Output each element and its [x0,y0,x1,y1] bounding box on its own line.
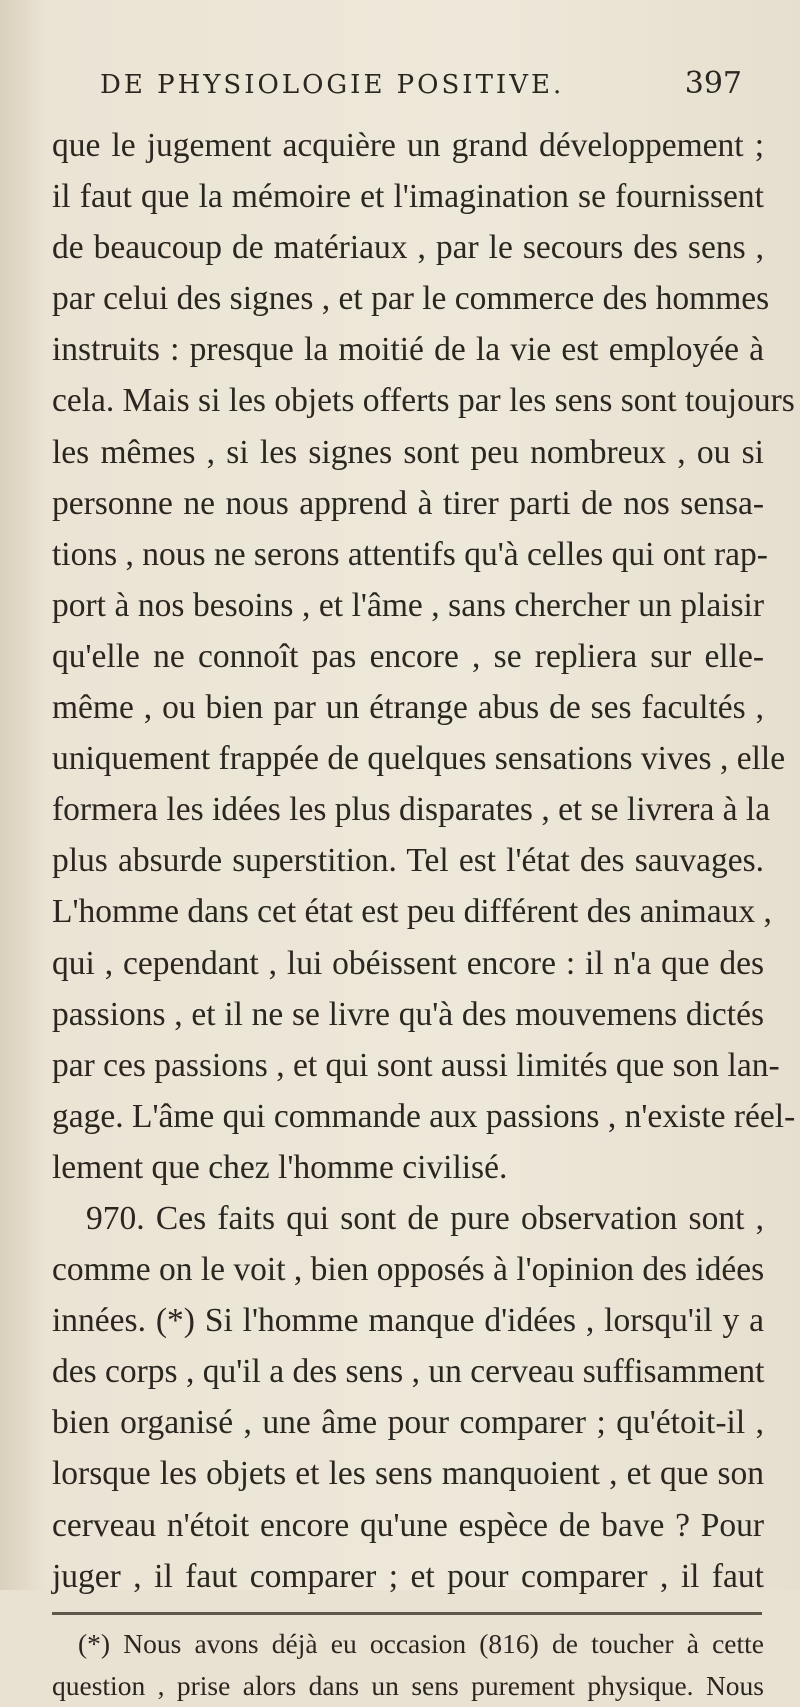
text-line: que le jugement acquière un grand développement ; [52,127,764,164]
text-line: cela. Mais si les objets offerts par les sens sont toujours [52,382,795,420]
text-line: passions , et il ne se livre qu'à des mouvemens dictés [52,995,764,1033]
text-line: il faut que la mémoire et l'imagination se fournissent [52,178,764,216]
text-line: qu'elle ne connoît pas encore , se repliera sur elle- [52,637,764,675]
page-number: 397 [684,66,742,101]
text-line: de beaucoup de matériaux , par le secours des sens , [52,229,764,267]
text-line: par celui des signes , et par le commerce des hommes [52,280,770,318]
text-line: des corps , qu'il a des sens , un cerveau suffisamment [52,1353,765,1391]
text-line: innées. (*) Si l'homme manque d'idées , lorsqu'il y a [52,1302,764,1340]
text-line: les mêmes , si les signes sont peu nombreux , ou si [52,433,764,471]
footnote-divider [52,1612,762,1615]
footnote-line: (*) Nous avons déjà eu occasion (816) de toucher à cette [78,1627,764,1659]
text-line: instruits : presque la moitié de la vie est employée à [52,331,764,369]
footnote [52,1623,764,1707]
footnote-line: question , prise alors dans un sens purement physique. Nous [52,1669,764,1701]
running-title: DE PHYSIOLOGIE POSITIVE. [100,70,565,100]
text-line: juger , il faut comparer ; et pour comparer , il faut [52,1557,764,1595]
text-line: uniquement frappée de quelques sensations vives , elle [52,740,786,778]
text-line: 970. Ces faits qui sont de pure observation sont , [86,1199,764,1237]
text-line: cerveau n'étoit encore qu'une espèce de bave ? Pour [52,1506,764,1544]
text-line: lement que chez l'homme civilisé. [52,1148,508,1186]
text-line: gage. L'âme qui commande aux passions , n'existe réel- [52,1097,796,1135]
text-line: L'homme dans cet état est peu différent des animaux , [52,893,772,931]
text-line: port à nos besoins , et l'âme , sans chercher un plaisir [52,586,764,624]
text-line: par ces passions , et qui sont aussi limités que son lan- [52,1046,780,1084]
text-line: comme on le voit , bien opposés à l'opinion des idées [52,1251,765,1289]
main-text [52,120,796,1602]
page-header [52,66,760,120]
text-line: plus absurde superstition. Tel est l'état des sauvages. [52,842,764,880]
text-line: personne ne nous apprend à tirer parti de nos sensa- [52,484,764,522]
text-line: lorsque les objets et les sens manquoient , et que son [52,1455,764,1493]
text-line: bien organisé , une âme pour comparer ; qu'étoit-il , [52,1404,764,1442]
text-line: qui , cependant , lui obéissent encore : il n'a que des [52,944,764,982]
text-line: formera les idées les plus disparates , et se livrera à la [52,791,771,829]
text-line: même , ou bien par un étrange abus de ses facultés , [52,689,764,727]
text-line: tions , nous ne serons attentifs qu'à celles qui ont rap- [52,535,768,573]
